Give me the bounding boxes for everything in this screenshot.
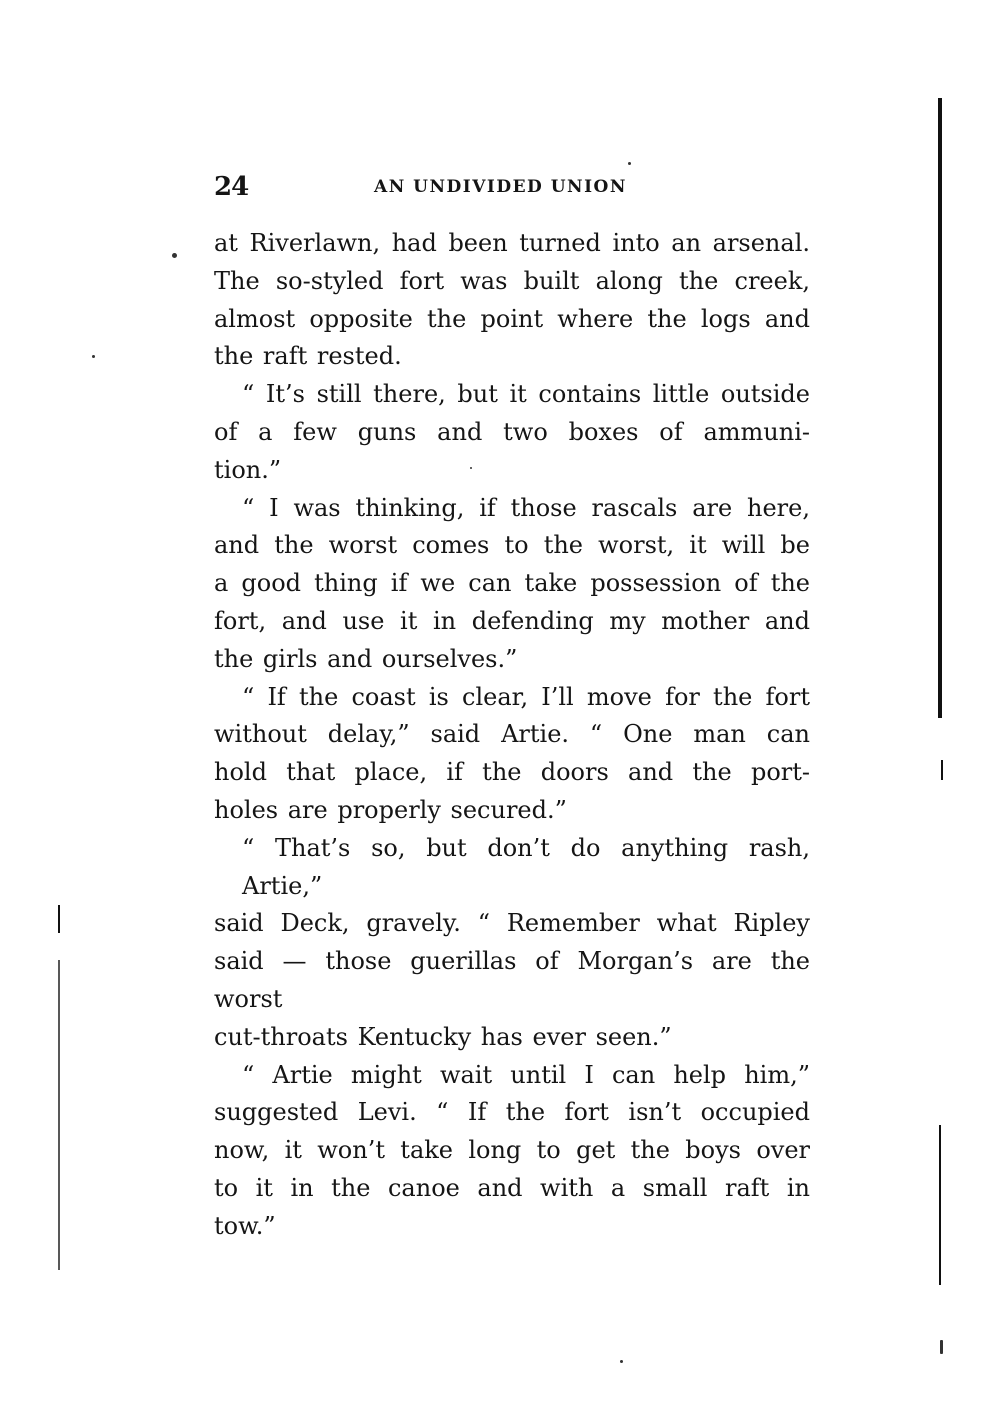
text-line: suggested Levi. “ If the fort isn’t occupied [214,1098,810,1127]
text-line: a good thing if we can take possession of the [214,569,810,598]
right-scan-edge [938,98,942,718]
paragraph [214,490,810,679]
left-scan-edge-lower [58,960,60,1270]
page-number: 24 [214,172,249,202]
scan-speck [92,355,95,358]
text-line: holes are properly secured.” [214,795,567,824]
text-line: to it in the canoe and with a small raft in [214,1173,810,1202]
right-scan-edge-lower [939,1125,941,1285]
text-line: now, it won’t take long to get the boys over [214,1136,810,1165]
text-line: at Riverlawn, had been turned into an arsenal. [214,229,810,257]
text-line: without delay,” said Artie. “ One man can [214,720,810,749]
running-head: AN UNDIVIDED UNION [374,177,627,197]
paragraph [214,679,810,830]
page-header [214,172,810,206]
left-scan-edge [58,905,60,933]
scan-speck [172,253,177,258]
text-line: “ I was thinking, if those rascals are here, [242,493,810,522]
text-line: said Deck, gravely. “ Remember what Ripley [214,909,810,938]
text-line: the raft rested. [214,342,402,371]
body-text [214,225,810,1246]
text-line: almost opposite the point where the logs and [214,304,810,333]
right-scan-mark [941,760,943,780]
paragraph [214,225,810,376]
paragraph [214,1057,810,1246]
text-line: The so-styled fort was built along the creek, [214,266,810,295]
scan-speck [620,1360,623,1363]
text-line: hold that place, if the doors and the port- [214,758,810,787]
text-line: tion.” [214,455,282,484]
text-line: “ Artie might wait until I can help him,” [242,1060,810,1089]
text-line: and the worst comes to the worst, it will be [214,531,810,560]
text-line: the girls and ourselves.” [214,644,518,673]
text-line: “ It’s still there, but it contains little outside [242,380,810,409]
text-line: said — those guerillas of Morgan’s are the worst [214,947,810,1013]
scan-speck [628,162,631,165]
text-line: “ That’s so, but don’t do anything rash, Artie,” [242,833,810,900]
text-line: tow.” [214,1211,276,1240]
text-line: cut-throats Kentucky has ever seen.” [214,1022,672,1051]
scan-speck [940,1340,943,1354]
text-line: “ If the coast is clear, I’ll move for the fort [242,682,810,711]
paragraph [214,830,810,1057]
text-line: fort, and use it in defending my mother and [214,606,810,635]
paragraph [214,376,810,489]
text-line: of a few guns and two boxes of ammuni- [214,417,810,446]
